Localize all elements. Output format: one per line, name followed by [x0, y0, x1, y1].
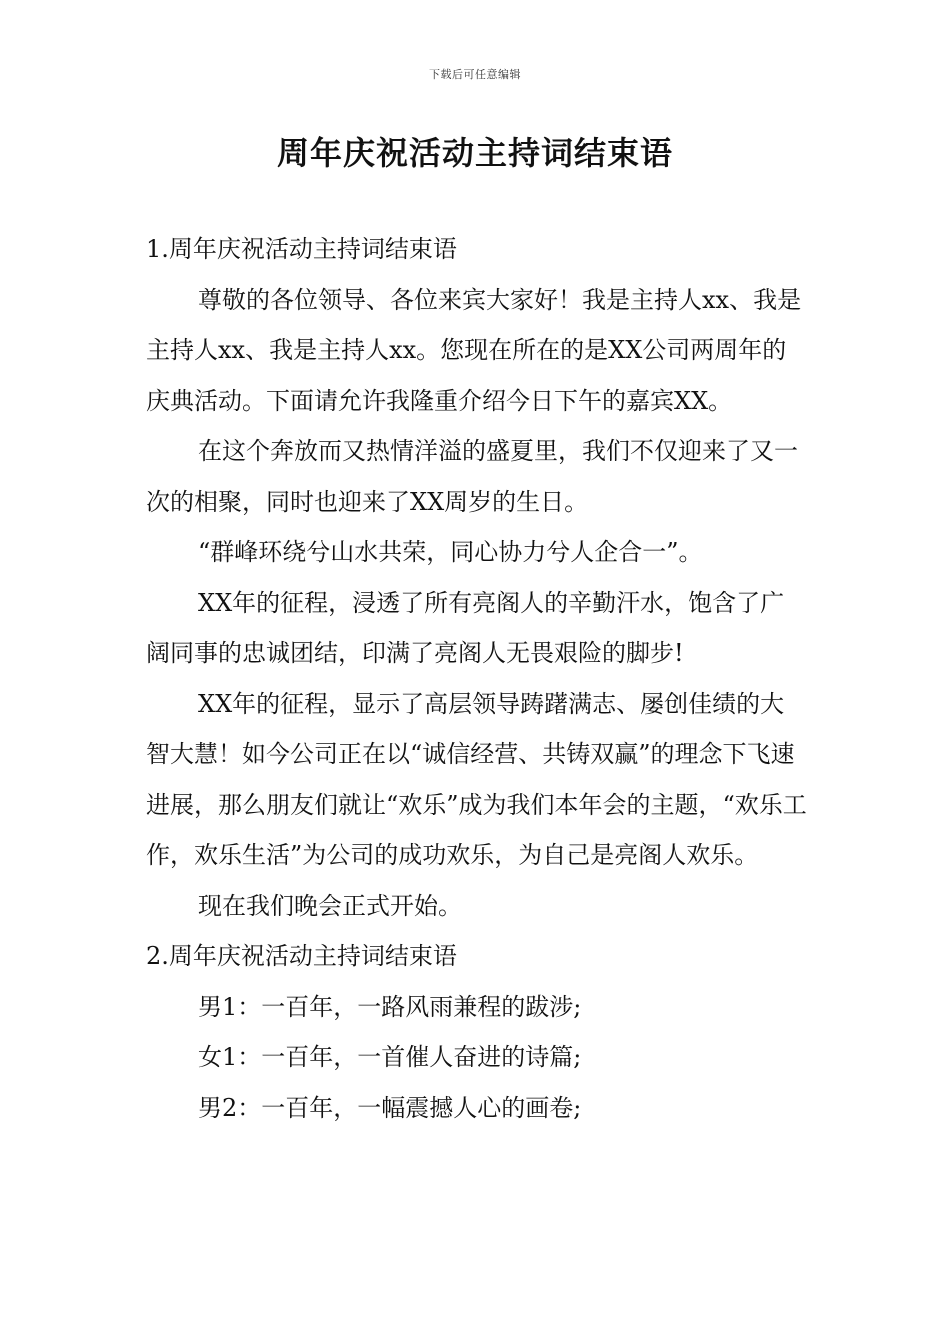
paragraph-journey-2: XX年的征程，显示了高层领导踌躇满志、屡创佳绩的大智大慧！如今公司正在以“诚信经营、共铸双赢”的理念下飞速进展，那么朋友们就让“欢乐”成为我们本年会的主题，“欢乐工作，欢乐生活”为公司的成功欢乐，为自己是亮阁人欢乐。 — [146, 689, 807, 869]
document-title: 周年庆祝活动主持词结束语 — [276, 134, 673, 172]
dialogue-line-male-1: 男1：一百年，一路风雨兼程的跋涉; — [198, 992, 582, 1021]
section-heading-2: 2.周年庆祝活动主持词结束语 — [146, 942, 457, 970]
paragraph-journey-1: XX年的征程，浸透了所有亮阁人的辛勤汗水，饱含了广阔同事的忠诚团结，印满了亮阁人无畏艰险的脚步! — [146, 588, 785, 667]
paragraph-couplet: “群峰环绕兮山水共荣，同心协力兮人企合一”。 — [198, 538, 703, 566]
paragraph-greeting: 尊敬的各位领导、各位来宾大家好！我是主持人xx、我是主持人xx、我是主持人xx。您现在所在的是XX公司两周年的庆典活动。下面请允许我隆重介绍今日下午的嘉宾XX。 — [146, 285, 802, 415]
header-note: 下载后可任意编辑 — [429, 68, 521, 81]
document-body — [146, 224, 808, 1133]
dialogue-line-male-2: 男2：一百年，一幅震撼人心的画卷; — [198, 1093, 582, 1122]
dialogue-line-female-1: 女1：一百年，一首催人奋进的诗篇; — [198, 1043, 582, 1071]
paragraph-summer: 在这个奔放而又热情洋溢的盛夏里，我们不仅迎来了又一次的相聚，同时也迎来了XX周岁的生日。 — [146, 437, 798, 516]
section-heading-1: 1.周年庆祝活动主持词结束语 — [146, 235, 457, 263]
paragraph-opening: 现在我们晚会正式开始。 — [198, 891, 462, 920]
